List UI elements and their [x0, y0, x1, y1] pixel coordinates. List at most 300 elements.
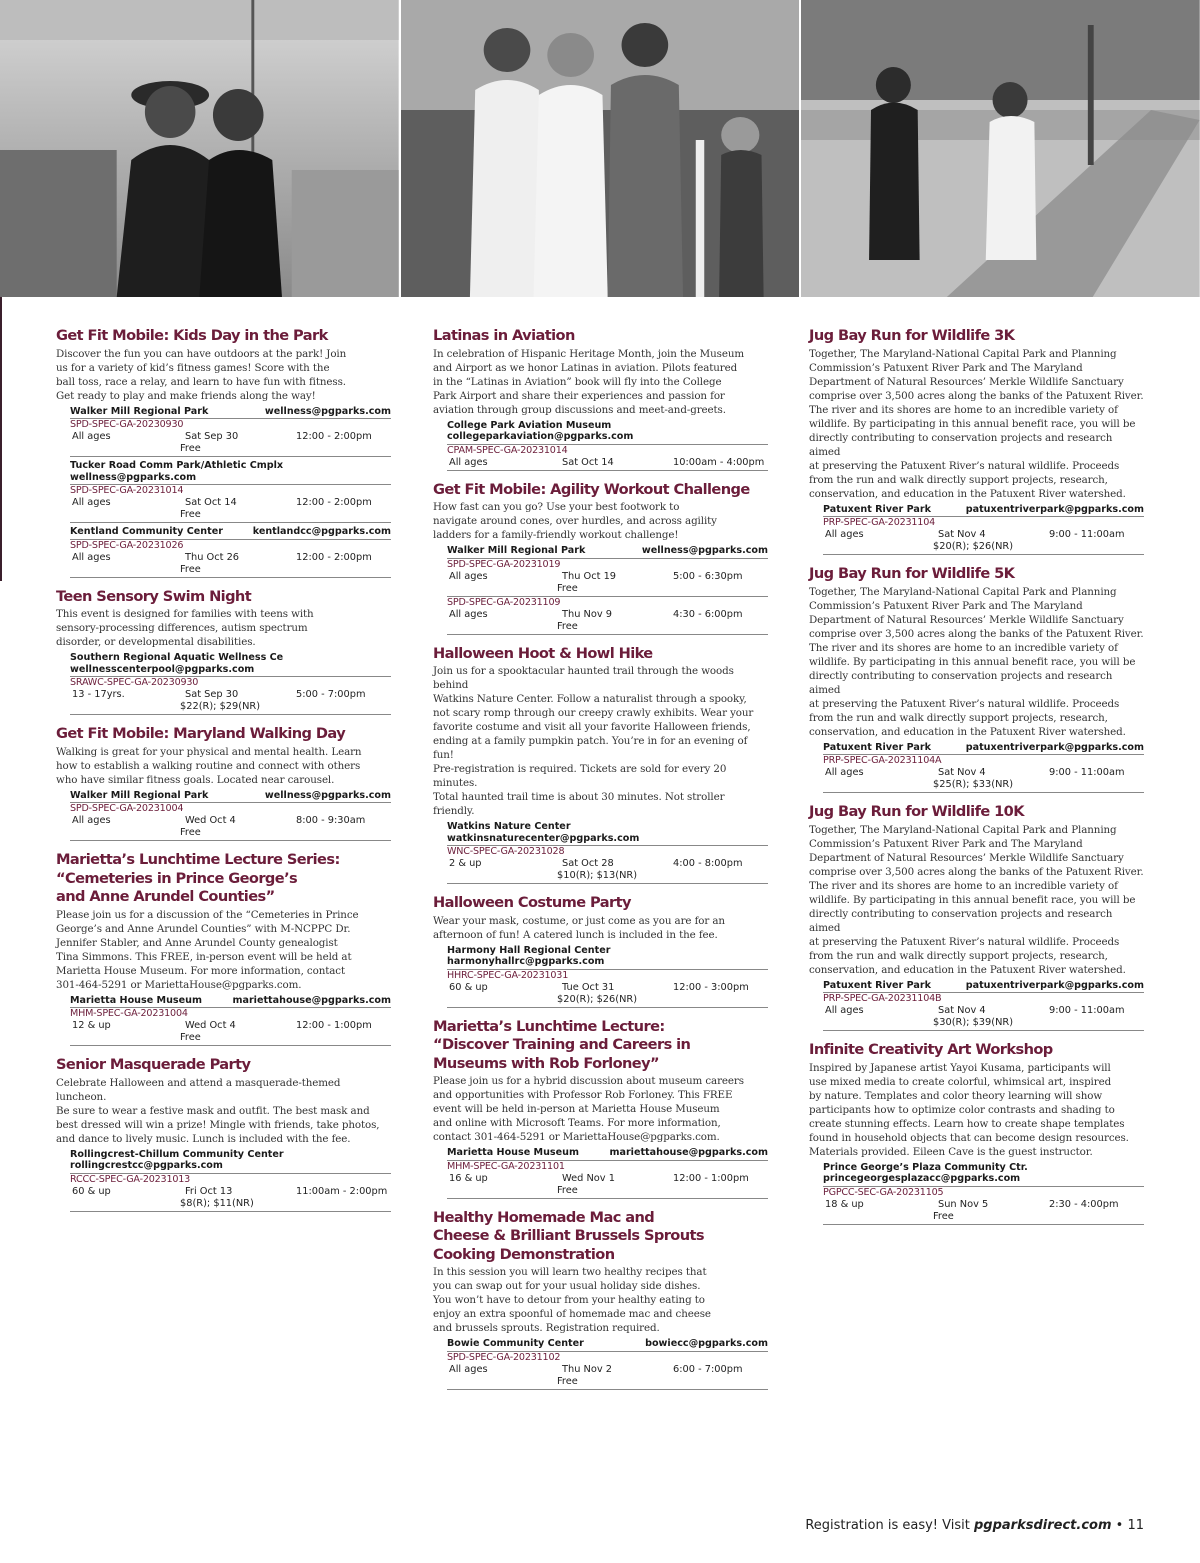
session-date: Sun Nov 5 — [938, 1198, 989, 1210]
location-email[interactable]: bowiecc@pgparks.com — [645, 1338, 768, 1349]
event-title-line: Marietta’s Lunchtime Lecture: — [433, 1017, 665, 1035]
description-line: and Airport as we honor Latinas in aviation. Pilots featured — [433, 361, 738, 374]
location-email[interactable]: wellness@pgparks.com — [264, 405, 391, 417]
location-header — [447, 545, 768, 559]
session-date: Wed Oct 4 — [185, 1020, 236, 1031]
description-line: enjoy an extra spoonful of homemade mac and cheese — [433, 1308, 711, 1320]
session-date: Wed Nov 1 — [562, 1172, 615, 1184]
description-line: Inspired by Japanese artist Yayoi Kusama, participants will — [809, 1061, 1111, 1074]
description-line: participants how to optimize color contrasts and shading to — [809, 1103, 1115, 1116]
description-line: Watkins Nature Center. Follow a naturalist through a spooky, — [433, 693, 747, 705]
description-line: conservation, and education in the Patuxent River watershed. — [809, 963, 1126, 976]
event-description — [56, 347, 391, 403]
session-details — [447, 858, 768, 870]
course-code[interactable]: PRP-SPEC-GA-20231104 — [823, 517, 936, 528]
event-title — [56, 327, 391, 346]
footer-text: Registration is easy! Visit — [805, 1518, 970, 1533]
session-block — [70, 1149, 391, 1212]
location-name: College Park Aviation Museum — [447, 419, 612, 431]
description-line: by nature. Templates and color theory learning will show — [809, 1089, 1103, 1102]
event-listing — [56, 725, 391, 841]
session-fee: $30(R); $39(NR) — [933, 1017, 1014, 1028]
location-name: Kentland Community Center — [70, 526, 223, 537]
session-entry — [447, 597, 768, 635]
course-code[interactable]: PRP-SPEC-GA-20231104A — [823, 755, 942, 766]
session-block — [823, 504, 1144, 556]
description-line: and brussels sprouts. Registration required. — [433, 1322, 660, 1334]
age-range: All ages — [825, 529, 864, 540]
description-line: Please join us for a discussion of the “Cemeteries in Prince — [56, 908, 359, 921]
location-email[interactable]: wellnesscenterpool@pgparks.com — [70, 663, 255, 675]
description-line: The river and its shores are home to an incredible variety of — [809, 403, 1118, 416]
course-code[interactable]: SPD-SPEC-GA-20231109 — [447, 596, 561, 608]
session-details — [447, 982, 768, 994]
age-range: 12 & up — [72, 1020, 111, 1031]
age-range: All ages — [449, 570, 488, 582]
session-time: 2:30 - 4:00pm — [1049, 1198, 1119, 1210]
session-fee: $25(R); $33(NR) — [933, 779, 1014, 790]
location-name: Rollingcrest-Chillum Community Center — [70, 1148, 284, 1160]
session-block — [447, 1338, 768, 1390]
session-date: Sat Oct 28 — [562, 858, 614, 869]
session-fee: $8(R); $11(NR) — [180, 1197, 254, 1209]
location-header — [447, 1338, 768, 1352]
session-date: Sat Oct 14 — [562, 456, 614, 468]
description-line: Wear your mask, costume, or just come as you are for an — [433, 914, 725, 927]
column-1 — [56, 327, 391, 1222]
session-details — [823, 1199, 1144, 1211]
course-code[interactable]: SPD-SPEC-GA-20231019 — [447, 558, 561, 570]
event-listing — [433, 481, 768, 635]
session-date: Sat Nov 4 — [938, 767, 986, 778]
event-title-line: Get Fit Mobile: Maryland Walking Day — [56, 725, 346, 742]
session-block — [447, 420, 768, 471]
description-line: George’s and Anne Arundel Counties” with M-NCPPC Dr. — [56, 922, 351, 935]
photo-strip — [0, 0, 1200, 297]
session-details — [823, 767, 1144, 779]
page-footer — [805, 1518, 1144, 1533]
event-title-line: Jug Bay Run for Wildlife 10K — [809, 803, 1024, 820]
session-time: 9:00 - 11:00am — [1049, 529, 1125, 540]
session-fee: $20(R); $26(NR) — [557, 993, 638, 1005]
location-email[interactable]: mariettahouse@pgparks.com — [232, 994, 391, 1006]
session-fee: $20(R); $26(NR) — [933, 541, 1014, 552]
event-description — [56, 1076, 391, 1146]
session-block — [823, 980, 1144, 1032]
age-range: 60 & up — [449, 981, 488, 993]
event-listing — [809, 565, 1144, 793]
column-2 — [433, 327, 768, 1400]
session-time: 11:00am - 2:00pm — [296, 1185, 388, 1197]
session-time: 12:00 - 3:00pm — [673, 981, 749, 993]
location-header — [823, 980, 1144, 994]
session-fee: Free — [180, 509, 201, 520]
session-block — [70, 790, 391, 842]
session-entry — [70, 803, 391, 841]
description-line: In celebration of Hispanic Heritage Month, join the Museum — [433, 347, 745, 360]
session-date: Wed Oct 4 — [185, 815, 236, 826]
description-line: us for a variety of kid’s fitness games! Score with the — [56, 361, 330, 374]
session-details — [70, 1186, 391, 1198]
session-time: 5:00 - 6:30pm — [673, 570, 743, 582]
description-line: create stunning effects. Learn how to create shape templates — [809, 1117, 1125, 1130]
session-block — [823, 1162, 1144, 1225]
session-time: 12:00 - 2:00pm — [296, 431, 372, 442]
description-line: Together, The Maryland-National Capital Park and Planning — [809, 347, 1117, 360]
course-code[interactable]: MHM-SPEC-GA-20231101 — [447, 1160, 565, 1172]
location-email[interactable]: mariettahouse@pgparks.com — [609, 1147, 768, 1158]
location-email[interactable]: patuxentriverpark@pgparks.com — [965, 503, 1144, 515]
description-line: use mixed media to create colorful, whimsical art, inspired — [809, 1075, 1112, 1088]
session-details — [70, 552, 391, 564]
session-date: Thu Nov 9 — [562, 608, 612, 620]
description-line: from the run and walk directly support projects, research, — [809, 949, 1108, 962]
description-line: Commission’s Patuxent River Park and The Maryland — [809, 361, 1083, 374]
session-details — [70, 689, 391, 701]
description-line: not scary romp through our creepy crawly exhibits. Wear your — [433, 707, 754, 719]
session-details — [70, 431, 391, 443]
age-range: All ages — [825, 1005, 864, 1016]
event-title — [433, 327, 768, 346]
session-entry — [447, 445, 768, 471]
event-title — [433, 481, 768, 500]
description-line: and opportunities with Professor Rob Forloney. This FREE — [433, 1089, 733, 1101]
session-date: Thu Nov 2 — [562, 1363, 612, 1375]
event-title — [809, 1041, 1144, 1060]
location-email[interactable]: harmonyhallrc@pgparks.com — [447, 956, 605, 967]
description-line: in the “Latinas in Aviation” book will fly into the College — [433, 375, 722, 388]
course-code[interactable]: SPD-SPEC-GA-20231026 — [70, 539, 184, 551]
location-name: Patuxent River Park — [823, 741, 931, 753]
description-line: disorder, or developmental disabilities. — [56, 636, 256, 648]
session-details — [823, 529, 1144, 541]
location-header — [823, 1162, 1144, 1187]
session-entry — [70, 485, 391, 523]
location-email[interactable]: wellness@pgparks.com — [264, 789, 391, 801]
location-header — [447, 945, 768, 970]
event-title-line: “Cemeteries in Prince George’s — [56, 869, 298, 887]
description-line: Materials provided. Eileen Cave is the guest instructor. — [809, 1145, 1093, 1158]
session-date: Sat Sep 30 — [185, 431, 239, 442]
description-line: wildlife. By participating in this annual benefit race, you will be — [809, 655, 1136, 668]
description-line: Jennifer Stabler, and Anne Arundel County genealogist — [56, 936, 338, 949]
location-name: Marietta House Museum — [70, 994, 202, 1006]
age-range: All ages — [72, 815, 111, 826]
session-entry — [823, 1187, 1144, 1225]
event-title — [433, 1018, 768, 1074]
location-header — [70, 652, 391, 677]
event-description — [433, 347, 768, 417]
session-date: Thu Oct 26 — [185, 551, 240, 563]
description-line: Department of Natural Resources’ Merkle Wildlife Sanctuary — [809, 851, 1124, 864]
footer-site-link[interactable]: pgparksdirect.com — [973, 1518, 1112, 1533]
session-date: Tue Oct 31 — [562, 981, 615, 993]
course-code[interactable]: PRP-SPEC-GA-20231104B — [823, 993, 942, 1004]
session-entry — [70, 1174, 391, 1212]
description-line: comprise over 3,500 acres along the banks of the Patuxent River. — [809, 389, 1144, 402]
description-line: The river and its shores are home to an incredible variety of — [809, 879, 1118, 892]
event-title — [56, 1056, 391, 1075]
event-title — [809, 565, 1144, 584]
event-description — [433, 500, 768, 542]
session-time: 4:00 - 8:00pm — [673, 858, 743, 869]
location-header — [70, 995, 391, 1009]
event-description — [433, 1074, 768, 1144]
course-code[interactable]: PGPCC-SEC-GA-20231105 — [823, 1186, 944, 1198]
description-line: and dance to lively music. Lunch is included with the fee. — [56, 1132, 351, 1145]
location-name: Patuxent River Park — [823, 503, 931, 515]
description-line: Together, The Maryland-National Capital Park and Planning — [809, 585, 1117, 598]
location-header — [447, 420, 768, 445]
session-entry — [823, 755, 1144, 793]
session-time: 8:00 - 9:30am — [296, 815, 366, 826]
location-email[interactable]: kentlandcc@pgparks.com — [252, 526, 391, 537]
course-code[interactable]: SPD-SPEC-GA-20231102 — [447, 1351, 561, 1363]
description-line: You won’t have to detour from your healthy eating to — [433, 1294, 705, 1306]
session-details — [70, 497, 391, 509]
session-details — [70, 815, 391, 827]
session-entry — [70, 540, 391, 578]
event-listing — [56, 588, 391, 716]
session-entry — [447, 970, 768, 1008]
event-listing — [809, 1041, 1144, 1225]
session-details — [447, 457, 768, 469]
session-details — [70, 1020, 391, 1032]
masquerade-photo — [0, 0, 399, 297]
event-title — [433, 894, 768, 913]
event-title-line: Teen Sensory Swim Night — [56, 587, 252, 605]
description-line: In this session you will learn two healthy recipes that — [433, 1266, 707, 1278]
aviation-photo — [401, 0, 800, 297]
event-title — [433, 1209, 768, 1265]
session-entry — [447, 846, 768, 884]
description-line: 301-464-5291 or MariettaHouse@pgparks.com. — [56, 978, 302, 991]
session-block — [70, 652, 391, 715]
description-line: you can swap out for your usual holiday side dishes. — [433, 1280, 701, 1292]
description-line: Pre-registration is required. Tickets are sold for every 20 minutes. — [433, 763, 727, 789]
event-title — [433, 645, 768, 664]
course-code[interactable]: SPD-SPEC-GA-20230930 — [70, 419, 184, 430]
event-title-line: Infinite Creativity Art Workshop — [809, 1041, 1053, 1058]
description-line: favorite costume and visit all your favorite Halloween friends, — [433, 721, 751, 733]
location-name: Bowie Community Center — [447, 1338, 584, 1349]
course-code[interactable]: SPD-SPEC-GA-20231014 — [70, 485, 184, 496]
session-time: 12:00 - 2:00pm — [296, 497, 372, 508]
description-line: found in household objects that can become design resources. — [809, 1131, 1129, 1144]
location-name: Tucker Road Comm Park/Athletic Cmplx — [70, 460, 284, 471]
description-line: Discover the fun you can have outdoors at the park! Join — [56, 347, 347, 360]
footer-bullet: • — [1115, 1518, 1124, 1533]
event-listing — [433, 1209, 768, 1390]
session-fee: $22(R); $29(NR) — [180, 701, 261, 712]
session-fee: Free — [557, 582, 578, 594]
page-number: 11 — [1127, 1518, 1144, 1533]
description-line: at preserving the Patuxent River’s natural wildlife. Proceeds — [809, 697, 1120, 710]
event-title — [56, 588, 391, 607]
course-code[interactable]: RCCC-SPEC-GA-20231013 — [70, 1173, 191, 1185]
session-block — [70, 460, 391, 523]
event-title-line: Marietta’s Lunchtime Lecture Series: — [56, 851, 340, 868]
session-fee: Free — [180, 1032, 201, 1043]
session-fee: Free — [557, 1184, 578, 1196]
description-line: Together, The Maryland-National Capital Park and Planning — [809, 823, 1117, 836]
location-header — [70, 790, 391, 804]
event-description — [56, 607, 391, 649]
session-block — [447, 1147, 768, 1199]
description-line: This event is designed for families with teens with — [56, 608, 314, 620]
location-email[interactable]: princegeorgesplazacc@pgparks.com — [823, 1173, 1021, 1184]
session-date: Fri Oct 13 — [185, 1185, 233, 1197]
session-date: Sat Sep 30 — [185, 689, 239, 700]
session-entry — [447, 1161, 768, 1199]
description-line: Total haunted trail time is about 30 minutes. Not stroller friendly. — [433, 791, 725, 817]
description-line: wildlife. By participating in this annual benefit race, you will be — [809, 893, 1136, 906]
session-time: 9:00 - 11:00am — [1049, 1005, 1125, 1016]
location-email[interactable]: watkinsnaturecenter@pgparks.com — [447, 832, 640, 844]
location-name: Marietta House Museum — [447, 1147, 579, 1158]
location-header — [70, 1149, 391, 1174]
event-listing — [56, 851, 391, 1046]
description-line: Department of Natural Resources’ Merkle Wildlife Sanctuary — [809, 613, 1124, 626]
session-fee: Free — [933, 1210, 954, 1222]
age-range: All ages — [449, 456, 488, 468]
session-entry — [447, 559, 768, 597]
location-header — [70, 460, 391, 485]
event-listing — [433, 894, 768, 1008]
description-line: who have similar fitness goals. Located near carousel. — [56, 773, 335, 786]
description-line: and online with Microsoft Teams. For more information, — [433, 1117, 721, 1129]
description-line: contact 301-464-5291 or MariettaHouse@pgparks.com. — [433, 1131, 720, 1143]
course-code[interactable]: SPD-SPEC-GA-20231004 — [70, 803, 184, 814]
course-code[interactable]: MHM-SPEC-GA-20231004 — [70, 1008, 188, 1019]
session-details — [447, 1364, 768, 1376]
session-date: Sat Nov 4 — [938, 529, 986, 540]
description-line: wildlife. By participating in this annual benefit race, you will be — [809, 417, 1136, 430]
session-time: 12:00 - 1:00pm — [673, 1172, 749, 1184]
session-block — [447, 545, 768, 635]
location-email[interactable]: wellness@pgparks.com — [70, 471, 197, 483]
session-details — [447, 609, 768, 621]
event-title-line: and Anne Arundel Counties” — [56, 888, 275, 905]
location-email[interactable]: patuxentriverpark@pgparks.com — [965, 741, 1144, 753]
location-header — [823, 504, 1144, 518]
session-time: 9:00 - 11:00am — [1049, 767, 1125, 778]
event-description — [809, 1061, 1144, 1159]
location-name: Walker Mill Regional Park — [447, 545, 586, 556]
age-range: All ages — [449, 1363, 488, 1375]
location-email[interactable]: patuxentriverpark@pgparks.com — [965, 979, 1144, 991]
run-photo — [801, 0, 1200, 297]
description-line: Please join us for a hybrid discussion about museum careers — [433, 1075, 744, 1087]
description-line: Commission’s Patuxent River Park and The Maryland — [809, 837, 1083, 850]
session-date: Thu Oct 19 — [562, 570, 617, 582]
description-line: navigate around cones, over hurdles, and across agility — [433, 515, 717, 527]
session-entry — [70, 419, 391, 457]
course-code[interactable]: SRAWC-SPEC-GA-20230930 — [70, 677, 199, 688]
session-time: 12:00 - 2:00pm — [296, 551, 372, 563]
course-code[interactable]: HHRC-SPEC-GA-20231031 — [447, 969, 569, 981]
location-email[interactable]: rollingcrestcc@pgparks.com — [70, 1160, 223, 1171]
event-listing — [56, 1056, 391, 1212]
event-title-line: Cheese & Brilliant Brussels Sprouts — [433, 1227, 704, 1244]
description-line: Department of Natural Resources’ Merkle Wildlife Sanctuary — [809, 375, 1124, 388]
session-details — [823, 1005, 1144, 1017]
event-description — [56, 745, 391, 787]
age-range: All ages — [72, 551, 111, 563]
event-title-line: Jug Bay Run for Wildlife 5K — [809, 565, 1015, 582]
event-listing — [433, 645, 768, 885]
course-code[interactable]: WNC-SPEC-GA-20231028 — [447, 846, 565, 857]
event-title-line: Healthy Homemade Mac and — [433, 1208, 655, 1226]
location-name: Patuxent River Park — [823, 979, 931, 991]
age-range: All ages — [449, 608, 488, 620]
event-title-line: Senior Masquerade Party — [56, 1056, 251, 1073]
event-title-line: Halloween Costume Party — [433, 894, 631, 911]
description-line: directly contributing to conservation projects and research aimed — [809, 669, 1113, 696]
description-line: Get ready to play and make friends along the way! — [56, 389, 316, 402]
event-listing — [433, 327, 768, 471]
event-description — [433, 914, 768, 942]
session-time: 5:00 - 7:00pm — [296, 689, 366, 700]
location-email[interactable]: wellness@pgparks.com — [641, 545, 768, 556]
location-header — [70, 406, 391, 420]
session-time: 10:00am - 4:00pm — [673, 456, 765, 468]
event-listing — [56, 327, 391, 578]
event-title-line: Latinas in Aviation — [433, 327, 575, 344]
event-title — [56, 725, 391, 744]
event-title — [809, 327, 1144, 346]
session-date: Sat Nov 4 — [938, 1005, 986, 1016]
session-block — [70, 406, 391, 458]
description-line: conservation, and education in the Patuxent River watershed. — [809, 487, 1126, 500]
session-entry — [447, 1352, 768, 1390]
description-line: from the run and walk directly support projects, research, — [809, 473, 1108, 486]
session-time: 12:00 - 1:00pm — [296, 1020, 372, 1031]
session-time: 4:30 - 6:00pm — [673, 608, 743, 620]
event-listing — [809, 327, 1144, 555]
session-block — [447, 945, 768, 1008]
description-line: Tina Simmons. This FREE, in-person event will be held at — [56, 950, 352, 963]
session-fee: Free — [180, 563, 201, 575]
age-range: All ages — [825, 767, 864, 778]
course-code[interactable]: CPAM-SPEC-GA-20231014 — [447, 444, 568, 456]
session-fee: Free — [557, 620, 578, 632]
session-block — [823, 742, 1144, 794]
description-line: event will be held in-person at Marietta House Museum — [433, 1103, 720, 1115]
description-line: Be sure to wear a festive mask and outfit. The best mask and — [56, 1104, 370, 1117]
event-title-line: Get Fit Mobile: Kids Day in the Park — [56, 327, 328, 344]
session-details — [447, 571, 768, 583]
location-name: Watkins Nature Center — [447, 821, 571, 832]
session-fee: $10(R); $13(NR) — [557, 870, 638, 881]
description-line: at preserving the Patuxent River’s natural wildlife. Proceeds — [809, 935, 1120, 948]
event-description — [433, 664, 768, 818]
age-range: All ages — [72, 431, 111, 442]
session-block — [70, 995, 391, 1047]
description-line: ending at a family pumpkin patch. You’re in for an evening of fun! — [433, 735, 748, 761]
column-3 — [809, 327, 1144, 1235]
event-title — [809, 803, 1144, 822]
location-header — [70, 526, 391, 540]
description-line: directly contributing to conservation projects and research aimed — [809, 431, 1113, 458]
description-line: ball toss, race a relay, and learn to have fun with fitness. — [56, 375, 346, 388]
event-title-line: Halloween Hoot & Howl Hike — [433, 644, 653, 662]
event-description — [809, 347, 1144, 501]
session-entry — [70, 677, 391, 715]
left-accent-rule — [0, 297, 2, 581]
description-line: Join us for a spooktacular haunted trail through the woods behind — [433, 665, 734, 691]
location-email[interactable]: collegeparkaviation@pgparks.com — [447, 431, 634, 442]
